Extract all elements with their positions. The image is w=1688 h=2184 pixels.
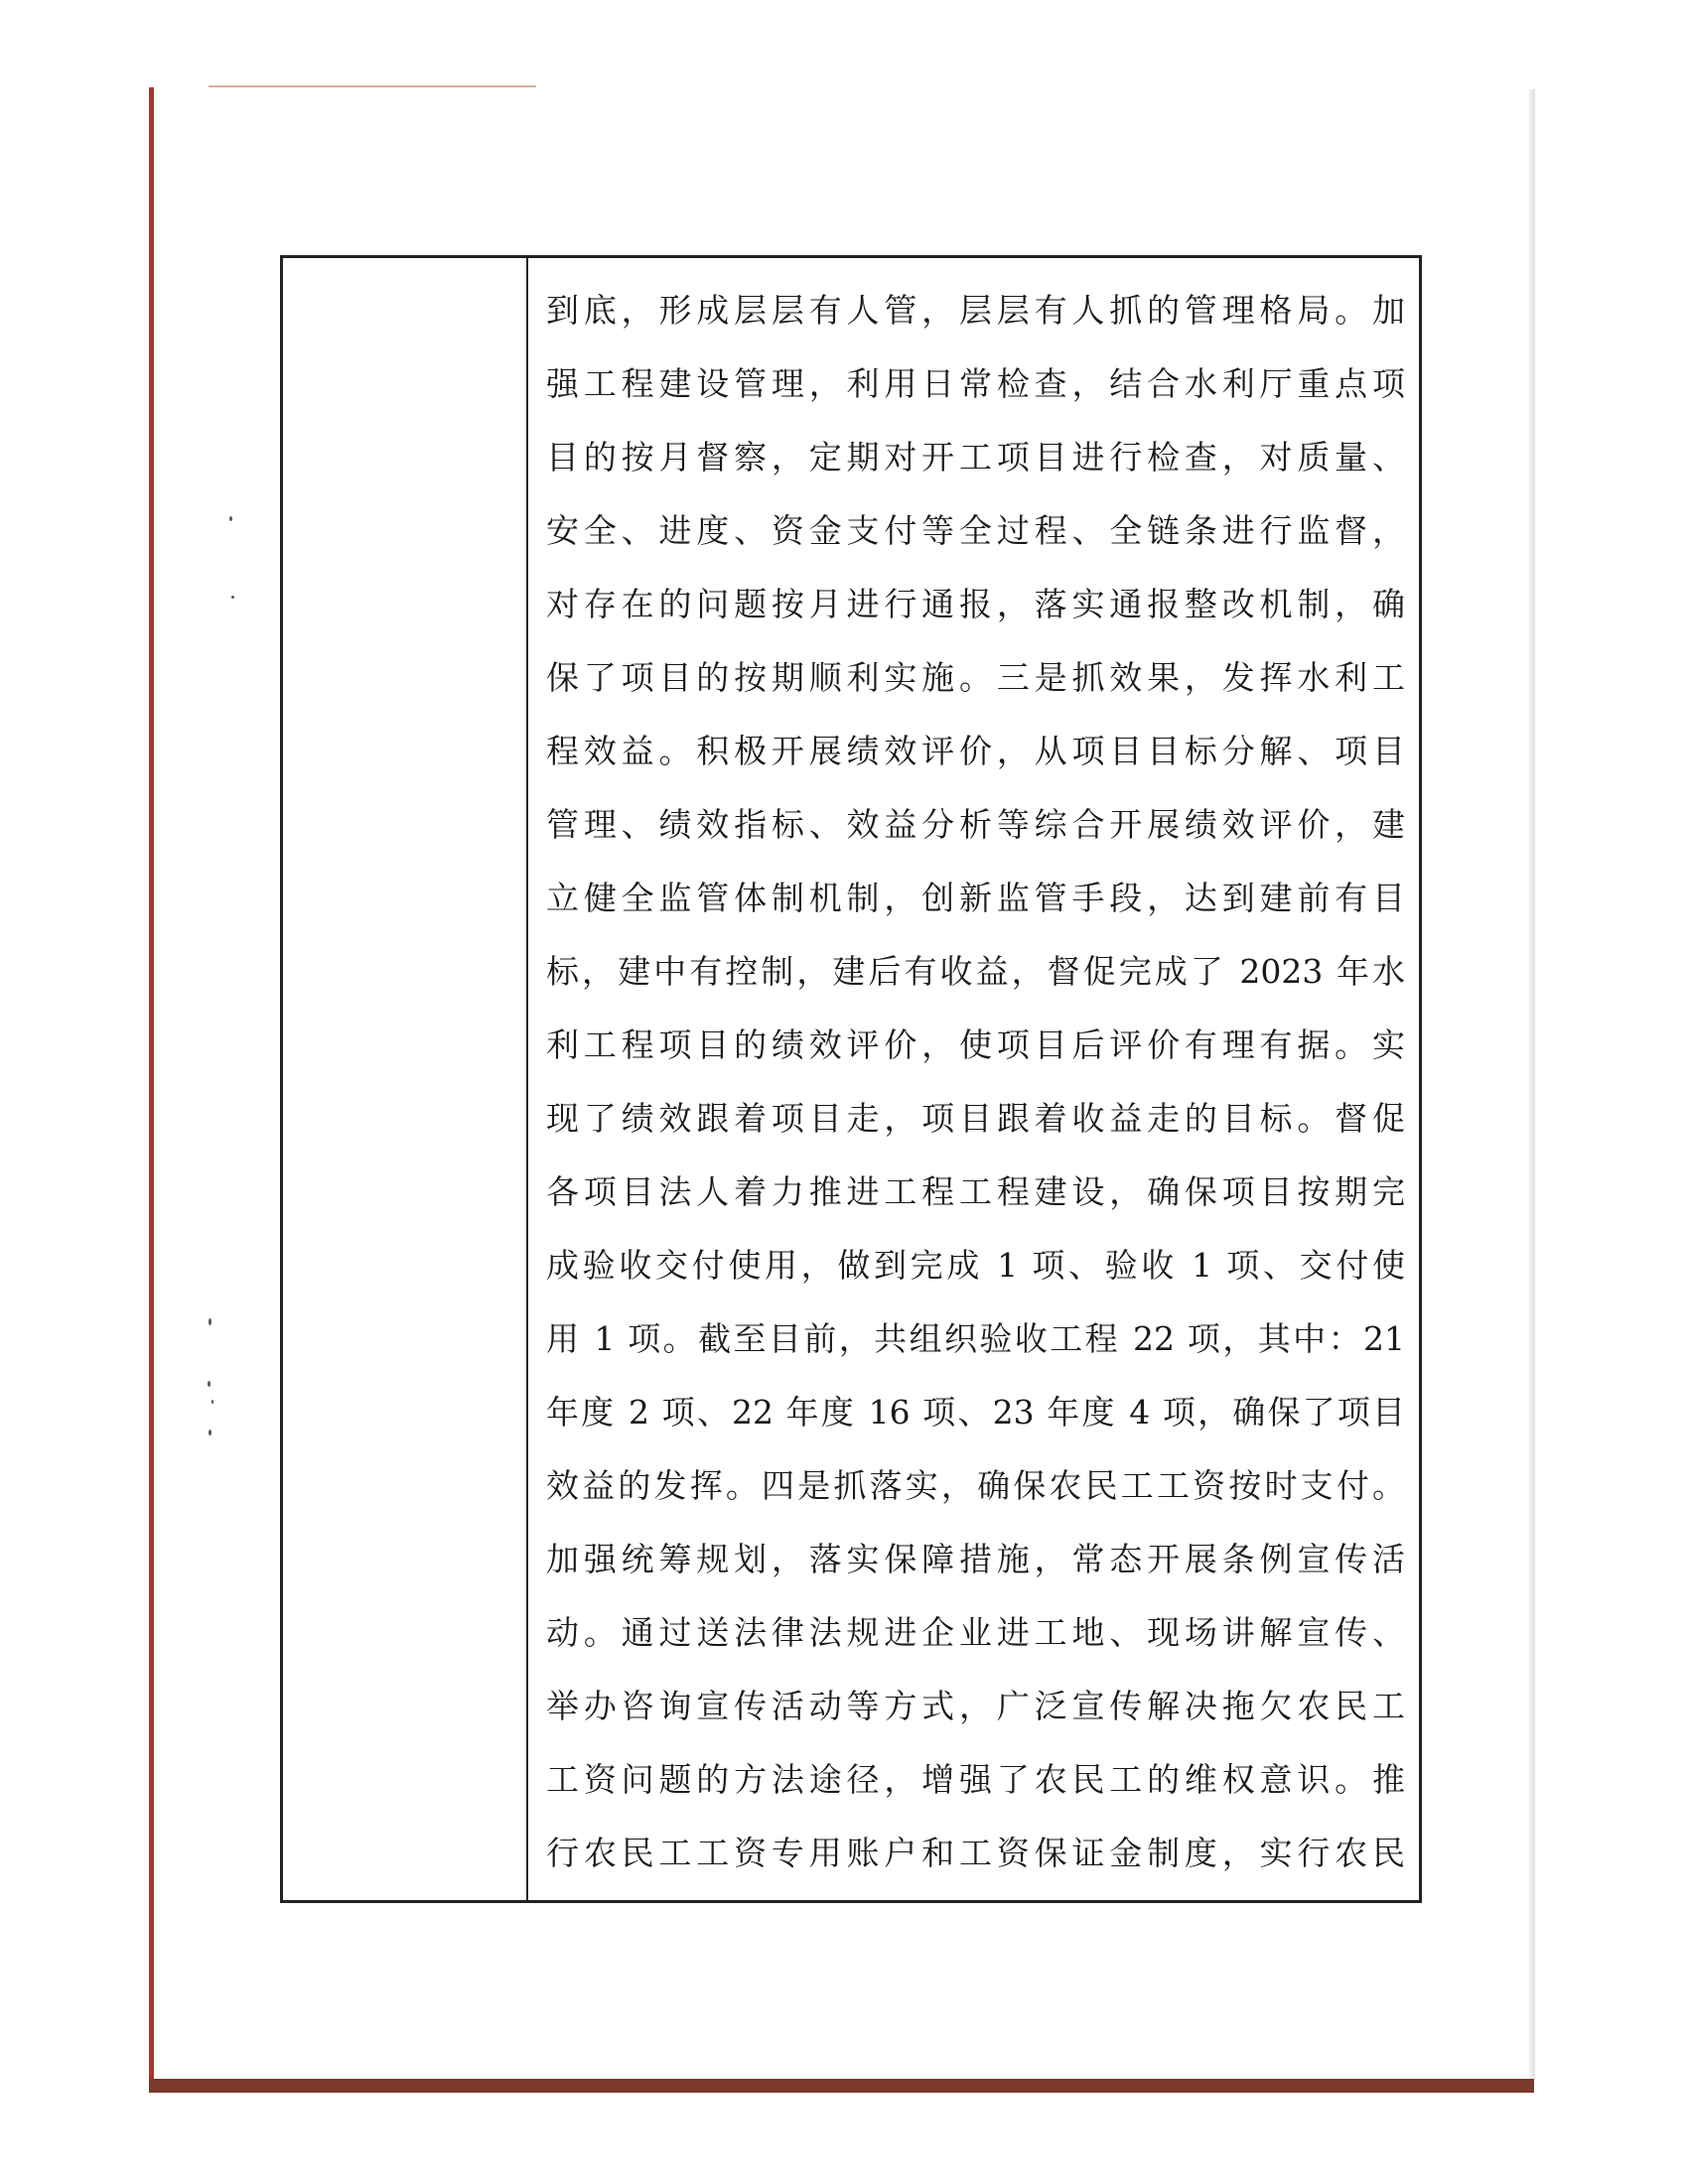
scan-edge-bottom (149, 2079, 1534, 2093)
scan-speck (209, 1318, 211, 1325)
body-text-line: 到底，形成层层有人管，层层有人抓的管理格局。加 (546, 291, 1405, 330)
body-text-line: 行农民工工资专用账户和工资保证金制度，实行农民 (546, 1834, 1405, 1872)
body-text-line: 管理、绩效指标、效益分析等综合开展绩效评价，建 (546, 805, 1405, 844)
body-text-line: 保了项目的按期顺利实施。三是抓效果，发挥水利工 (546, 658, 1405, 697)
body-text-line: 标，建中有控制，建后有收益，督促完成了 2023 年水 (546, 952, 1405, 991)
body-text-line: 成验收交付使用，做到完成 1 项、验收 1 项、交付使 (546, 1246, 1405, 1285)
scan-speck (209, 1430, 211, 1435)
body-text-line: 强工程建设管理，利用日常检查，结合水利厅重点项 (546, 364, 1405, 403)
scan-speck (211, 1400, 213, 1404)
body-text-line: 安全、进度、资金支付等全过程、全链条进行监督， (546, 511, 1405, 550)
content-table (280, 255, 1422, 1903)
scan-speck (229, 516, 232, 521)
body-text-line: 现了绩效跟着项目走，项目跟着收益走的目标。督促 (546, 1099, 1405, 1138)
body-text-line: 程效益。积极开展绩效评价，从项目目标分解、项目 (546, 732, 1405, 770)
body-text-line: 立健全监管体制机制，创新监管手段，达到建前有目 (546, 879, 1405, 917)
body-text-line: 效益的发挥。四是抓落实，确保农民工工资按时支付。 (546, 1466, 1405, 1505)
body-text-line: 工资问题的方法途径，增强了农民工的维权意识。推 (546, 1760, 1405, 1799)
body-text-line: 对存在的问题按月进行通报，落实通报整改机制，确 (546, 585, 1405, 623)
body-text-line: 用 1 项。截至目前，共组织验收工程 22 项，其中：21 (546, 1319, 1405, 1358)
body-text-line: 动。通过送法律法规进企业进工地、现场讲解宣传、 (546, 1613, 1405, 1652)
body-text-line: 目的按月督察，定期对开工项目进行检查，对质量、 (546, 438, 1405, 477)
scan-speck (208, 1381, 211, 1387)
table-left-column (283, 258, 528, 1900)
table-right-column (530, 258, 1419, 1900)
body-text-line: 利工程项目的绩效评价，使项目后评价有理有据。实 (546, 1025, 1405, 1064)
body-text-line: 举办咨询宣传活动等方式，广泛宣传解决拖欠农民工 (546, 1687, 1405, 1725)
body-text-line: 年度 2 项、22 年度 16 项、23 年度 4 项，确保了项目 (546, 1393, 1405, 1432)
scan-edge-right-shadow (1529, 89, 1535, 2079)
body-text-line: 各项目法人着力推进工程工程建设，确保项目按期完 (546, 1172, 1405, 1211)
body-text-line: 加强统筹规划，落实保障措施，常态开展条例宣传活 (546, 1540, 1405, 1578)
scan-speck (231, 596, 234, 599)
